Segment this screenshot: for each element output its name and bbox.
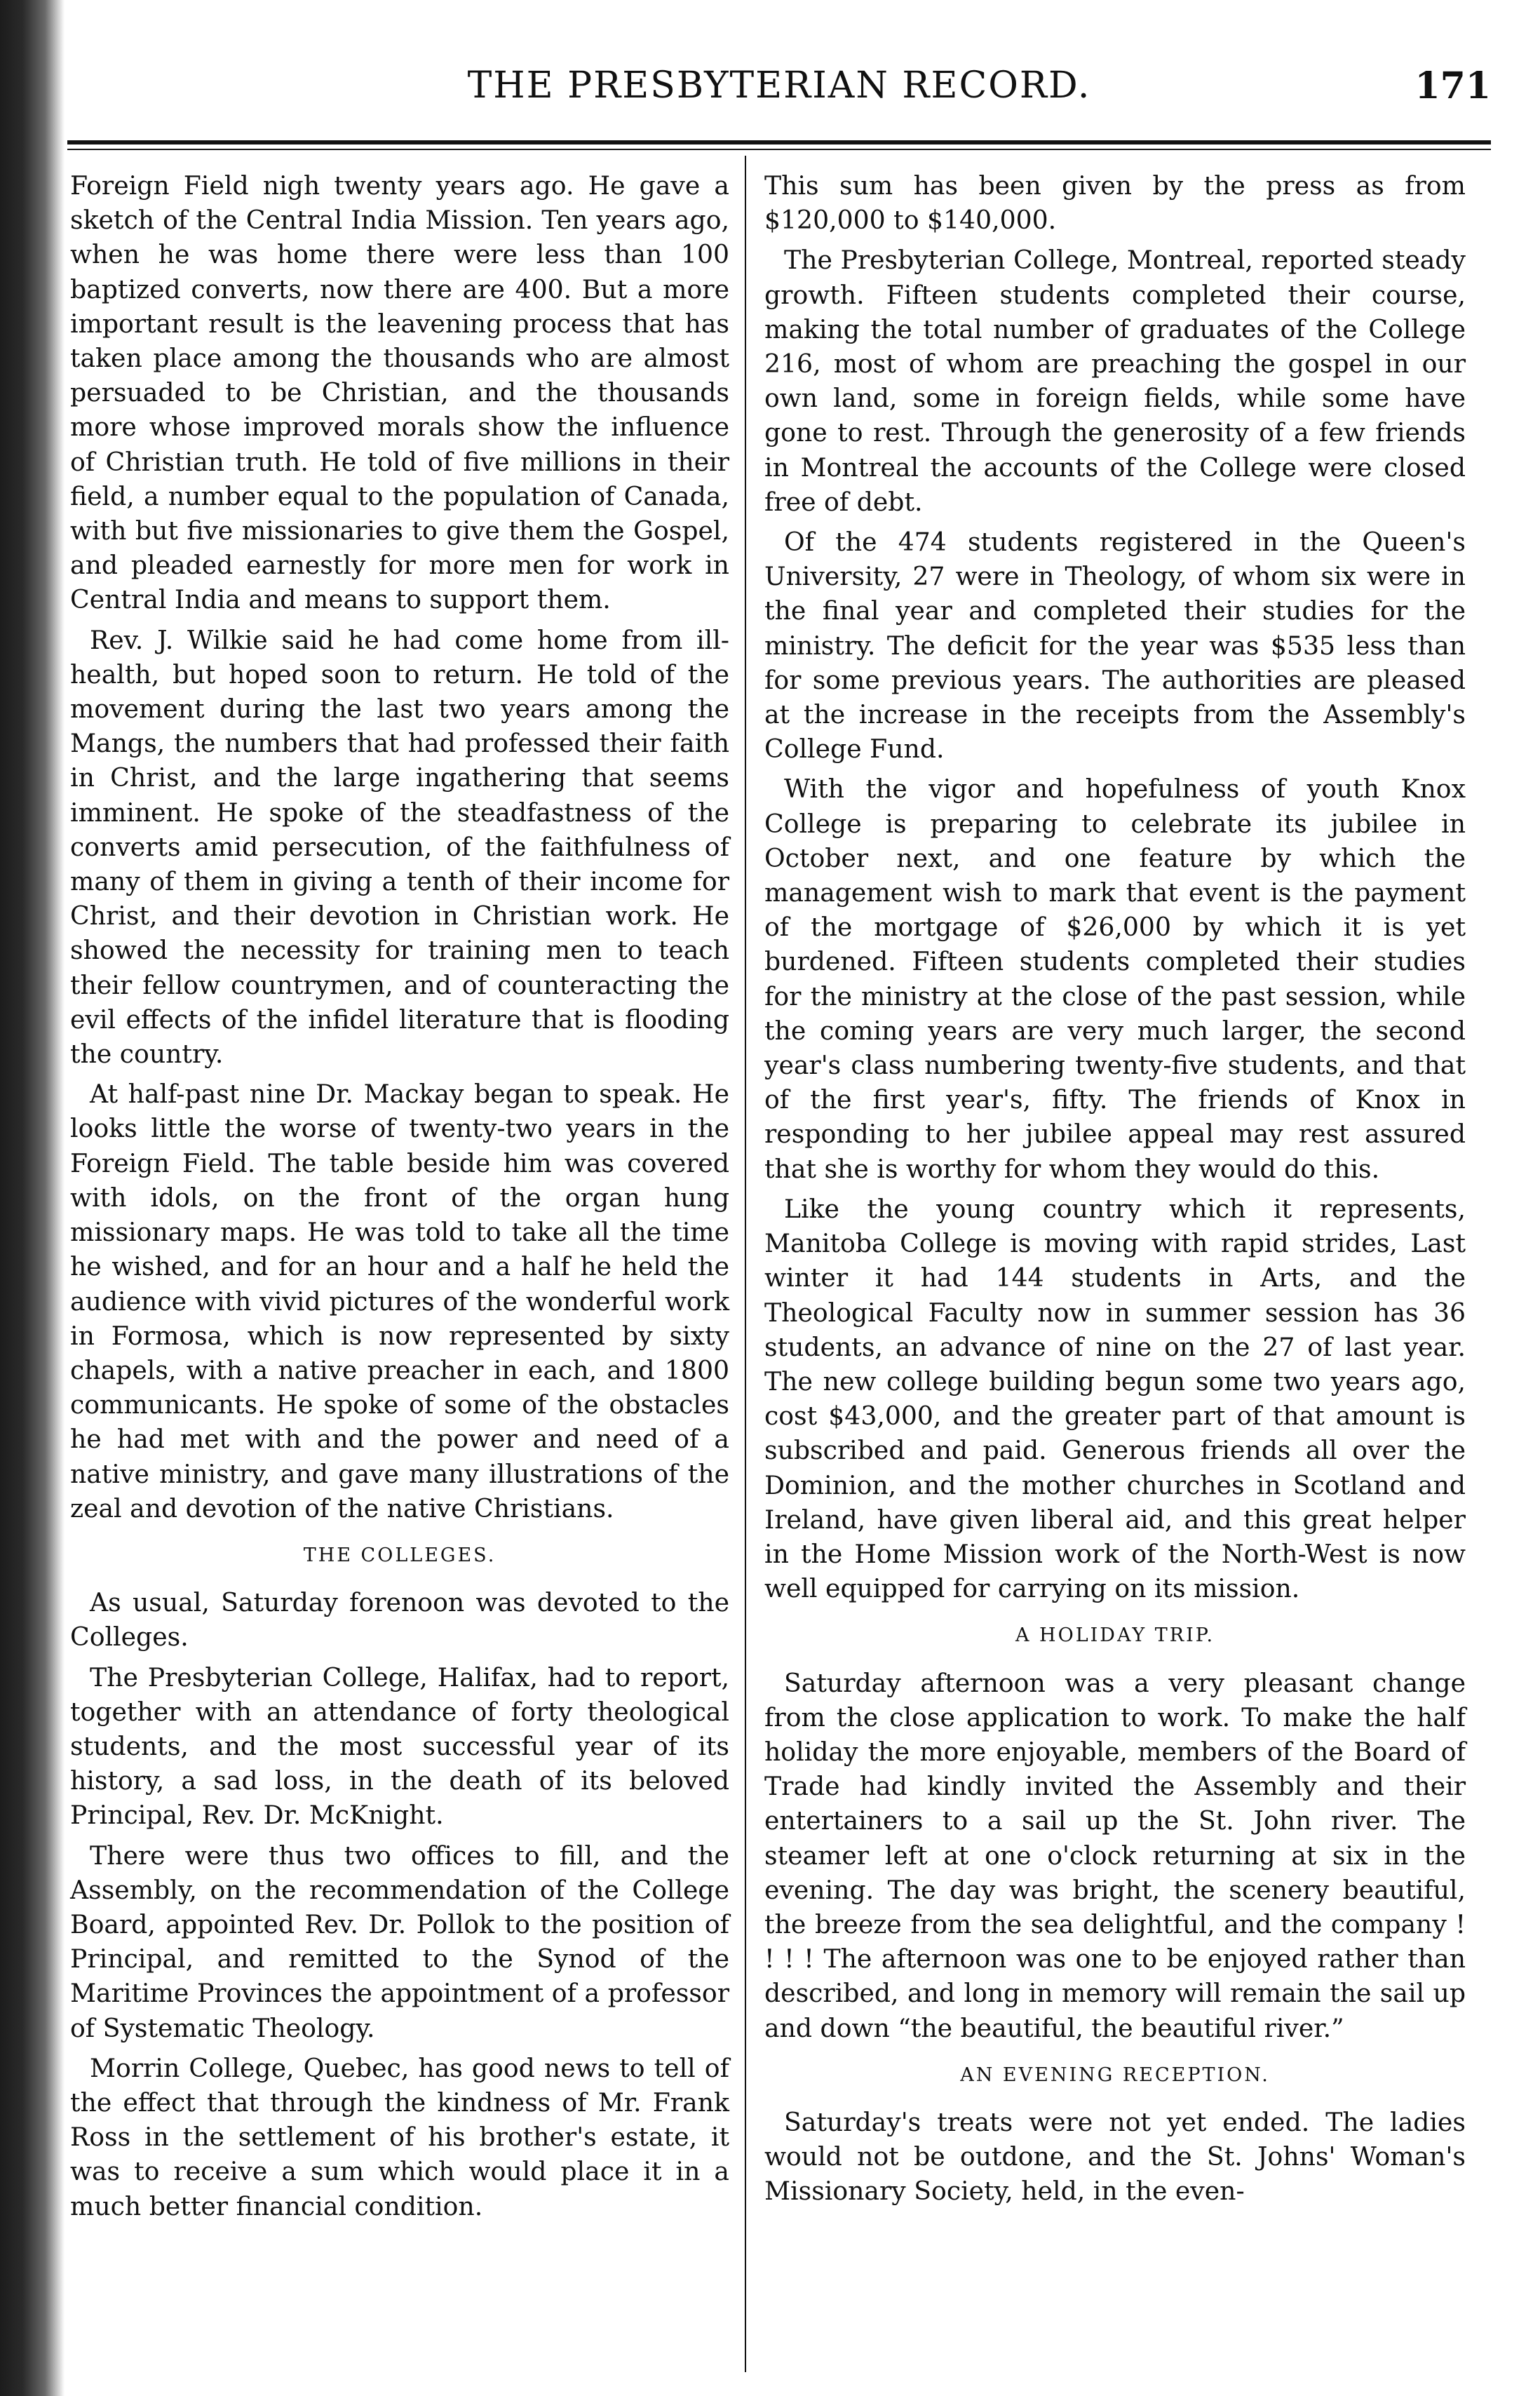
paragraph: Like the young country which it represents, Manitoba College is moving with rapid strides, Last winter it had 144 students in Arts, and the Theological Faculty now in summer session has 36 students, an advance of nine on the 27 of last year. The new college building begun some two years ago, cost $43,000, and the greater part of that amount is subscribed and paid. Generous friends all over the Dominion, and the mother churches in Scotland and Ireland, have given liberal aid, and this great helper in the Home Mission work of the North-West is now well equipped for carrying on its mission. [764,1193,1466,1604]
page-header [67,65,1491,121]
header-rule-thick [67,140,1491,144]
section-heading-evening-reception: AN EVENING RECEPTION. [960,2064,1270,2086]
paragraph: Foreign Field nigh twenty years ago. He gave a sketch of the Central India Mission. Ten years ago, when he was home there were less than 100 baptized converts, now there are 400. But a more important result is the leavening process that has taken place among the thousands who are almost persuaded to be Christian, and the thousands more whose improved morals show the influence of Christian truth. He told of five millions in their field, a number equal to the population of Canada, with but five missionaries to give them the Gospel, and pleaded earnestly for more men for work in Central India and means to support them. [70,170,729,615]
paragraph: There were thus two offices to fill, and the Assembly, on the recommendation of the College Board, appointed Rev. Dr. Pollok to the position of Principal, and remitted to the Synod of the Maritime Provinces the appointment of a professor of Systematic Theology. [70,1840,729,2043]
paragraph: Saturday afternoon was a very pleasant change from the close application to work. To make the half holiday the more enjoyable, members of the Board of Trade had kindly invited the Assembly and their entertainers to a sail up the St. John river. The steamer left at one o'clock returning at six in the evening. The day was bright, the scenery beautiful, the breeze from the sea delightful, and the company ! ! ! ! The afternoon was one to be enjoyed rather than described, and long in memory will remain the sail up and down “the beautiful, the beautiful river.” [764,1667,1466,2043]
paragraph: At half-past nine Dr. Mackay began to speak. He looks little the worse of twenty-two years in the Foreign Field. The table beside him was covered with idols, on the front of the organ hung missionary maps. He was told to take all the time he wished, and for an hour and a half he held the audience with vivid pictures of the wonderful work in Formosa, which is now represented by sixty chapels, with a native preacher in each, and 1800 communicants. He spoke of some of the obstacles he had met with and the power and need of a native ministry, and gave many illustrations of the zeal and devotion of the native Christians. [70,1079,729,1523]
page-number: 171 [1414,65,1491,107]
paragraph: As usual, Saturday forenoon was devoted to the Colleges. [70,1587,729,1653]
section-heading-colleges: THE COLLEGES. [303,1544,497,1566]
section-heading-holiday-trip: A HOLIDAY TRIP. [1015,1624,1215,1647]
paragraph: Rev. J. Wilkie said he had come home from ill-health, but hoped soon to return. He told of the movement during the last two years among the Mangs, the numbers that had professed their faith in Christ, and the large ingathering that seems imminent. He spoke of the steadfastness of the converts amid persecution, of the faithfulness of many of them in giving a tenth of their income for Christ, and their devotion in Christian work. He showed the necessity for training men to teach their fellow countrymen, and of counteracting the evil effects of the infidel literature that is flooding the country. [70,624,729,1070]
paragraph: The Presbyterian College, Montreal, reported steady growth. Fifteen students completed their course, making the total number of graduates of the College 216, most of whom are preaching the gospel in our own land, some in foreign fields, while some have gone to rest. Through the generosity of a few friends in Montreal the accounts of the College were closed free of debt. [764,245,1466,517]
right-column [764,168,1466,2375]
paragraph: This sum has been given by the press as from $120,000 to $140,000. [764,170,1466,236]
scan-binding-edge [0,0,65,2396]
paragraph: With the vigor and hopefulness of youth Knox College is preparing to celebrate its jubilee in October next, and one feature by which the management wish to mark that event is the payment of the mortgage of $26,000 by which it is yet burdened. Fifteen students completed their studies for the ministry at the close of the past session, while the coming years are very much larger, the second year's class numbering twenty-five students, and that of the first year's, fifty. The friends of Knox in responding to her jubilee appeal may rest assured that she is worthy for whom they would do this. [764,774,1466,1184]
paragraph: Saturday's treats were not yet ended. The ladies would not be outdone, and the St. Johns' Woman's Missionary Society, held, in the even- [764,2106,1466,2207]
column-divider [745,156,746,2372]
paragraph: Morrin College, Quebec, has good news to tell of the effect that through the kindness of Mr. Frank Ross in the settlement of his brother's estate, it was to receive a sum which would place it in a much better financial condition. [70,2052,729,2221]
page-title: THE PRESBYTERIAN RECORD. [467,65,1091,107]
paragraph: Of the 474 students registered in the Queen's University, 27 were in Theology, of whom six were in the final year and completed their studies for the ministry. The deficit for the year was $535 less than for some previous years. The authorities are pleased at the increase in the receipts from the Assembly's College Fund. [764,527,1466,765]
header-rule-thin [67,149,1491,150]
left-column [70,168,729,2375]
paragraph: The Presbyterian College, Halifax, had to report, together with an attendance of forty theological students, and the most successful year of its history, a sad loss, in the death of its beloved Principal, Rev. Dr. McKnight. [70,1662,729,1831]
